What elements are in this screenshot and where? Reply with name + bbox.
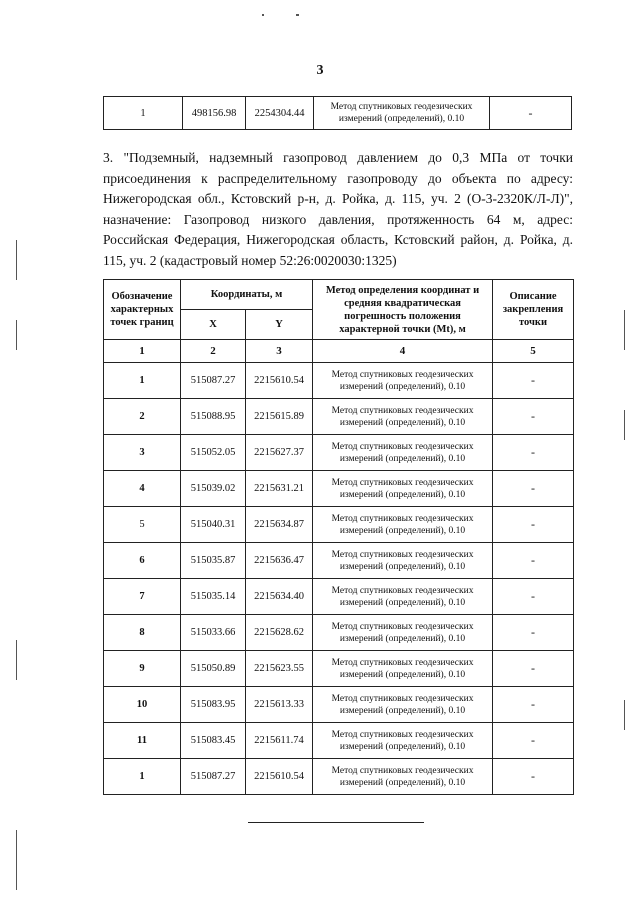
fixing-description: - — [493, 651, 574, 687]
table-row — [104, 399, 574, 435]
column-number-row — [104, 340, 574, 363]
table-row — [104, 759, 574, 795]
coord-x: 515033.66 — [181, 615, 246, 651]
coord-x: 515035.87 — [181, 543, 246, 579]
coord-x: 515083.45 — [181, 723, 246, 759]
coord-y: 2215611.74 — [246, 723, 313, 759]
header-y: Y — [246, 310, 313, 340]
margin-line — [624, 410, 625, 440]
fixing-description: - — [493, 543, 574, 579]
header-x: X — [181, 310, 246, 340]
table-row — [104, 471, 574, 507]
point-number: 1 — [104, 759, 181, 795]
method-text: Метод спутниковых геодезических измерений (определений), 0.10 — [313, 759, 493, 795]
point-number: 4 — [104, 471, 181, 507]
object-description: 3. "Подземный, надземный газопровод давлением до 0,3 МПа от точки присоединения к распределительному газопроводу до объекта по адресу: Нижегородская обл., Кстовский р-н, д. Ройка, д. 115, уч. 2 (О-3-2320К/Л-Л)", назначение: Газопровод низкого давления, протяженность 64 м, адрес: Российская Федерация, Нижегородская область, Кстовский район, д. Ройка, д. 115, уч. 2 (кадастровый номер 52:26:0020030:1325) — [103, 150, 573, 268]
header-fixing: Описание закрепления точки — [493, 280, 574, 340]
coord-y: 2215627.37 — [246, 435, 313, 471]
coord-y: 2215613.33 — [246, 687, 313, 723]
point-number: 6 — [104, 543, 181, 579]
coordinates-table — [103, 279, 574, 795]
fixing-description: - — [493, 507, 574, 543]
fixing-description: - — [493, 363, 574, 399]
coord-y: 2215623.55 — [246, 651, 313, 687]
point-number: 7 — [104, 579, 181, 615]
table-row — [104, 543, 574, 579]
table-row — [104, 507, 574, 543]
table-row — [104, 687, 574, 723]
point-number: 2 — [104, 399, 181, 435]
fixing-description: - — [493, 687, 574, 723]
table-row — [104, 435, 574, 471]
method-text: Метод спутниковых геодезических измерений (определений), 0.10 — [313, 615, 493, 651]
method-text: Метод спутниковых геодезических измерений (определений), 0.10 — [313, 543, 493, 579]
scan-speck — [296, 14, 299, 16]
table-row — [104, 97, 572, 130]
coord-x: 515088.95 — [181, 399, 246, 435]
coord-x: 515050.89 — [181, 651, 246, 687]
table-row — [104, 651, 574, 687]
margin-line — [624, 700, 625, 730]
table-header-row — [104, 280, 574, 310]
method-text: Метод спутниковых геодезических измерений (определений), 0.10 — [313, 435, 493, 471]
margin-line — [16, 240, 17, 280]
fixing-description: - — [493, 435, 574, 471]
coord-y: 2215610.54 — [246, 363, 313, 399]
method-text: Метод спутниковых геодезических измерений (определений), 0.10 — [313, 507, 493, 543]
coord-y: 2215631.21 — [246, 471, 313, 507]
coord-x: 498156.98 — [183, 97, 246, 130]
coord-x: 515083.95 — [181, 687, 246, 723]
fixing-description: - — [493, 723, 574, 759]
method-text: Метод спутниковых геодезических измерений (определений), 0.10 — [313, 363, 493, 399]
column-number: 1 — [104, 340, 181, 363]
scan-speck — [262, 14, 264, 16]
coord-x: 515052.05 — [181, 435, 246, 471]
coord-x: 515087.27 — [181, 759, 246, 795]
method-text: Метод спутниковых геодезических измерений (определений), 0.10 — [313, 651, 493, 687]
fixing-description: - — [493, 579, 574, 615]
fixing-description: - — [493, 615, 574, 651]
margin-line — [16, 830, 17, 890]
method-text: Метод спутниковых геодезических измерений (определений), 0.10 — [313, 579, 493, 615]
coord-y: 2215628.62 — [246, 615, 313, 651]
coord-y: 2215634.40 — [246, 579, 313, 615]
header-coordinates: Координаты, м — [181, 280, 313, 310]
coord-y: 2215636.47 — [246, 543, 313, 579]
point-number: 1 — [104, 97, 183, 130]
coord-y: 2215634.87 — [246, 507, 313, 543]
coord-x: 515087.27 — [181, 363, 246, 399]
margin-line — [16, 640, 17, 680]
margin-line — [16, 320, 17, 350]
coord-y: 2215610.54 — [246, 759, 313, 795]
column-number: 3 — [246, 340, 313, 363]
point-number: 3 — [104, 435, 181, 471]
point-number: 5 — [104, 507, 181, 543]
coord-x: 515035.14 — [181, 579, 246, 615]
method-text: Метод спутниковых геодезических измерений (определений), 0.10 — [313, 723, 493, 759]
table-row — [104, 615, 574, 651]
method-text: Метод спутниковых геодезических измерений (определений), 0.10 — [313, 687, 493, 723]
coord-x: 515039.02 — [181, 471, 246, 507]
header-method: Метод определения координат и средняя квадратическая погрешность положения характерной точки (Mt), м — [313, 280, 493, 340]
fixing-description: - — [493, 471, 574, 507]
margin-line — [624, 310, 625, 350]
table-row — [104, 579, 574, 615]
coord-y: 2215615.89 — [246, 399, 313, 435]
table-row — [104, 723, 574, 759]
header-points: Обозначение характерных точек границ — [104, 280, 181, 340]
coord-y: 2254304.44 — [246, 97, 314, 130]
column-number: 4 — [313, 340, 493, 363]
point-number: 8 — [104, 615, 181, 651]
coord-x: 515040.31 — [181, 507, 246, 543]
fixing-description: - — [493, 399, 574, 435]
end-separator-line — [248, 822, 424, 823]
continued-table-row — [103, 96, 572, 130]
point-number: 11 — [104, 723, 181, 759]
method-text: Метод спутниковых геодезических измерений (определений), 0.10 — [313, 471, 493, 507]
point-number: 10 — [104, 687, 181, 723]
fixing-description: - — [493, 759, 574, 795]
point-number: 9 — [104, 651, 181, 687]
method-text: Метод спутниковых геодезических измерений (определений), 0.10 — [314, 97, 490, 130]
point-number: 1 — [104, 363, 181, 399]
column-number: 5 — [493, 340, 574, 363]
table-row — [104, 363, 574, 399]
page-number: 3 — [316, 63, 324, 78]
method-text: Метод спутниковых геодезических измерений (определений), 0.10 — [313, 399, 493, 435]
column-number: 2 — [181, 340, 246, 363]
fixing-description: - — [490, 97, 572, 130]
